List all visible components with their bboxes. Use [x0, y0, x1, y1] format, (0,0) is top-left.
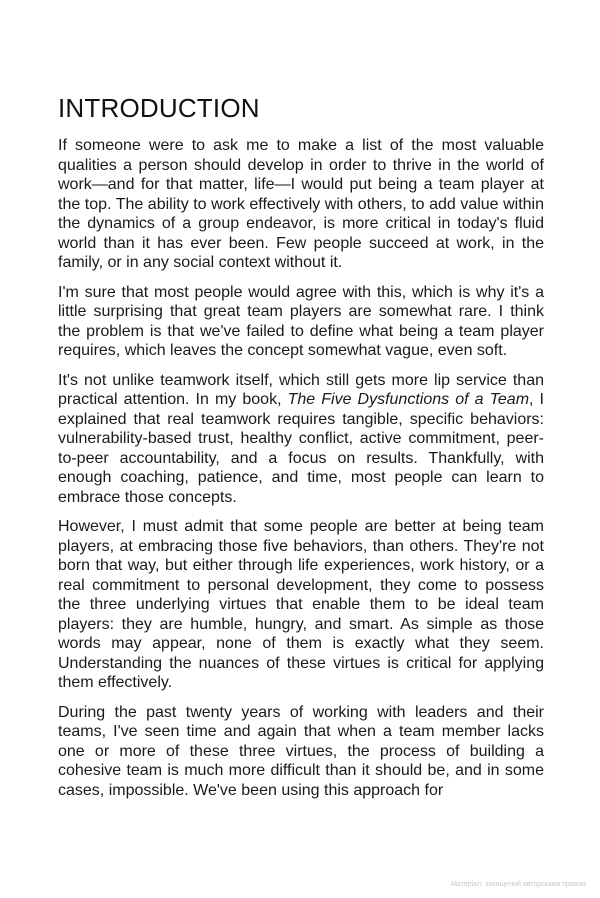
paragraph-2: I'm sure that most people would agree with this, which is why it's a little surprising that great team players are somewhat rare. I think the problem is that we've failed to define what being a team player requires, which leaves the concept somewhat vague, even soft. [58, 283, 544, 359]
paragraph-4: However, I must admit that some people are better at being team players, at embracing those five behaviors, than others. They're not born that way, but either through life experiences, work history, or a real commitment to personal development, they come to possess the three underlying virtues that enable them to be ideal team players: they are humble, hungry, and smart. As simple as those words may appear, none of them is exactly what they seem. Understanding the nuances of these virtues is critical for applying them effectively. [58, 518, 544, 691]
paragraph-1: If someone were to ask me to make a list of the most valuable qualities a person should develop in order to thrive in the world of work—and for that matter, life—I would put being a team player at the top. The ability to work effectively with others, to add value within the dynamics of a group endeavor, is more critical in today's fluid world than it has ever been. Few people succeed at work, in the family, or in any social context without it. [58, 137, 544, 271]
paragraph-5: During the past twenty years of working with leaders and their teams, I've seen time and again that when a team member lacks one or more of these three virtues, the process of building a cohesive team is much more difficult than it should be, and in some cases, impossible. We've been using this approach for [58, 703, 544, 799]
paragraph-3-text-end: , I explained that real teamwork requires tangible, specific behaviors: vulnerability-based trust, healthy conflict, active commitment, peer-to-peer accountability, and a focus on results. Thankfully, with enough coaching, patience, and time, most people can learn to embrace those concepts. [58, 391, 544, 506]
paragraph-3 [58, 371, 544, 508]
page-content [58, 92, 544, 810]
paragraph-3-text-start: It's not unlike teamwork itself, which still gets more lip service than practical attention. In my book, [58, 371, 544, 408]
book-title: The Five Dysfunctions of a Team [287, 391, 530, 408]
chapter-title: INTRODUCTION [58, 93, 260, 123]
copyright-watermark: Матеріал, захищений авторським правом [451, 881, 586, 888]
